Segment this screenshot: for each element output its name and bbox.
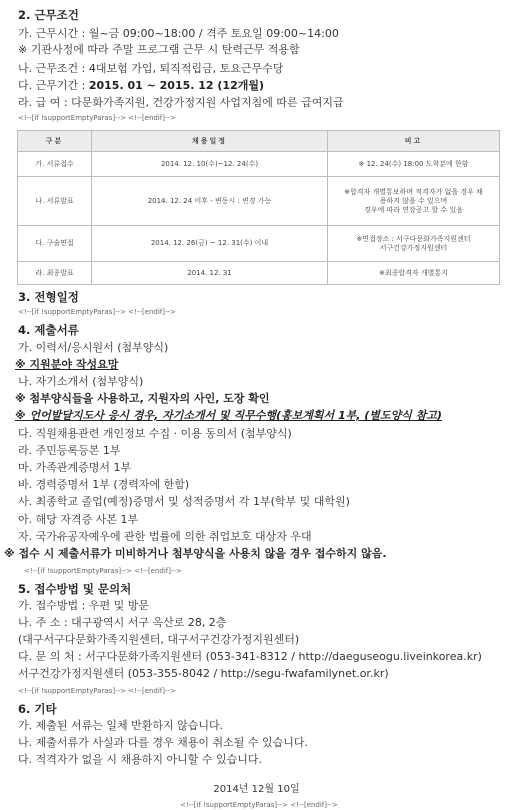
- submission-warning: ※ 접수 시 제출서류가 미비하거나 첨부양식을 사용치 않을 경우 접수하지 않음.: [4, 547, 387, 560]
- row-note: [328, 262, 500, 285]
- etc-no-hire: 다. 적격자가 없을 시 채용하지 아니할 수 있습니다.: [18, 753, 262, 766]
- language-tutor-note: ※ 언어발달지도사 응시 경우, 자기소개서 및 직무수행(홍보계획서 1부, (별도양식 참고): [15, 409, 442, 422]
- html-comment: <!--[if !supportEmptyParas]--> <!--[endif]-->: [18, 114, 176, 122]
- work-conditions: 나. 근무조건 : 4대보험 가입, 퇴직적립금, 토요근무수당: [18, 62, 284, 75]
- section-6-title: 6. 기타: [18, 702, 57, 716]
- submit-method: 가. 접수방법 : 우편 및 방문: [18, 599, 149, 612]
- note-line: 용하지 않을 수 있으며: [379, 196, 448, 205]
- row-date: 2014. 12. 10(수)~12. 24(수): [92, 152, 328, 177]
- row-date: 2014. 12. 31: [92, 262, 328, 285]
- doc-license-copy: 아. 해당 자격증 사본 1부: [18, 513, 139, 526]
- etc-cancellation: 나. 제출서류가 사실과 다를 경우 채용이 취소될 수 있습니다.: [18, 736, 308, 749]
- note-line: ※최종합격자 개별통지: [379, 268, 448, 277]
- table-row: [18, 152, 500, 177]
- announcement-date: 2014년 12월 10일: [213, 784, 300, 795]
- table-row: [18, 177, 500, 226]
- row-note: [328, 152, 500, 177]
- etc-no-return: 가. 제출된 서류는 일체 반환하지 않습니다.: [18, 719, 224, 732]
- doc-privacy-consent: 다. 직원채용관련 개인정보 수집 · 이용 동의서 (첨부양식): [18, 427, 292, 440]
- row-note: [328, 226, 500, 262]
- contact-multicultural: 다. 문 의 처 : 서구다문화가족지원센터 (053-341-8312 / http://daeguseogu.liveinkorea.kr): [18, 650, 482, 663]
- doc-career-cert: 바. 경력증명서 1부 (경력자에 한함): [18, 478, 190, 491]
- doc-family-relation: 마. 가족관계증명서 1부: [18, 461, 132, 474]
- doc-resume: 가. 이력서/응시원서 (첨부양식): [18, 341, 169, 354]
- doc-self-intro: 나. 자기소개서 (첨부양식): [18, 375, 144, 388]
- note-line: ※면접장소 : 서구다문화가족지원센터: [356, 234, 471, 243]
- address-centers: (대구서구다문화가족지원센터, 대구서구건강가정지원센터): [18, 633, 300, 646]
- header-schedule: 채용일정: [92, 131, 328, 152]
- section-4-title: 4. 제출서류: [18, 323, 79, 337]
- table-row: [18, 262, 500, 285]
- contact-family: 서구건강가정지원센터 (053-355-8042 / http://segu-fwafamilynet.or.kr): [18, 667, 389, 680]
- schedule-header-row: [18, 131, 500, 152]
- html-comment: <!--[if !supportEmptyParas]--> <!--[endif]-->: [24, 567, 182, 575]
- note-line: ※ 12. 24(수) 18:00 도착분에 한함: [358, 159, 469, 168]
- work-period-label: 다. 근무기간 :: [18, 79, 89, 92]
- flex-work-note: ※ 기관사정에 따라 주말 프로그램 근무 시 탄력근무 적용함: [18, 43, 300, 56]
- html-comment: <!--[if !supportEmptyParas]--> <!--[endif]-->: [180, 801, 338, 809]
- row-step: 나. 서류발표: [18, 177, 92, 226]
- form-note: ※ 첨부양식들을 사용하고, 지원자의 사인, 도장 확인: [15, 392, 270, 405]
- doc-resident-register: 라. 주민등록등본 1부: [18, 444, 121, 457]
- row-step: 라. 최종발표: [18, 262, 92, 285]
- html-comment: <!--[if !supportEmptyParas]--> <!--[endif]-->: [18, 308, 176, 316]
- pay-info: 라. 급 여 : 다문화가족지원, 건강가정지원 사업지침에 따른 급여지급: [18, 96, 344, 109]
- row-step: 가. 서류접수: [18, 152, 92, 177]
- header-note: 비고: [328, 131, 500, 152]
- header-step: 구분: [18, 131, 92, 152]
- row-date: 2014. 12. 24 이후 - 변동시 : 변경 가능: [92, 177, 328, 226]
- doc-veteran-preference: 자. 국가유공자예우에 관한 법률에 의한 취업보호 대상자 우대: [18, 530, 312, 543]
- schedule-table: [17, 130, 500, 285]
- row-date: 2014. 12. 26(금) ~ 12. 31(수) 이내: [92, 226, 328, 262]
- doc-graduation-cert: 사. 최종학교 졸업(예정)증명서 및 성적증명서 각 1부(학부 및 대학원): [18, 495, 350, 508]
- work-period: [18, 78, 264, 94]
- html-comment: <!--[if !supportEmptyParas]--> <!--[endif]-->: [18, 687, 176, 695]
- table-row: [18, 226, 500, 262]
- note-line: 경우에 따라 연장공고 할 수 있음: [363, 205, 464, 214]
- section-3-title: 3. 전형일정: [18, 290, 79, 304]
- row-note: [328, 177, 500, 226]
- work-hours: 가. 근무시간 : 월~금 09:00~18:00 / 격주 토요일 09:00~14:00: [18, 27, 339, 40]
- row-step: 다. 구술면접: [18, 226, 92, 262]
- note-line: 서구건강가정지원센터: [379, 243, 448, 252]
- field-note: ※ 지원분야 작성요망: [15, 358, 119, 371]
- address: 나. 주 소 : 대구광역시 서구 옥산로 28, 2층: [18, 616, 227, 629]
- work-period-value: 2015. 01 ~ 2015. 12 (12개월): [88, 79, 265, 92]
- note-line: ※합격자 개별통보하며 적격자가 없을 경우 채: [344, 187, 483, 196]
- section-5-title: 5. 접수방법 및 문의처: [18, 582, 132, 596]
- section-2-title: 2. 근무조건: [18, 8, 79, 22]
